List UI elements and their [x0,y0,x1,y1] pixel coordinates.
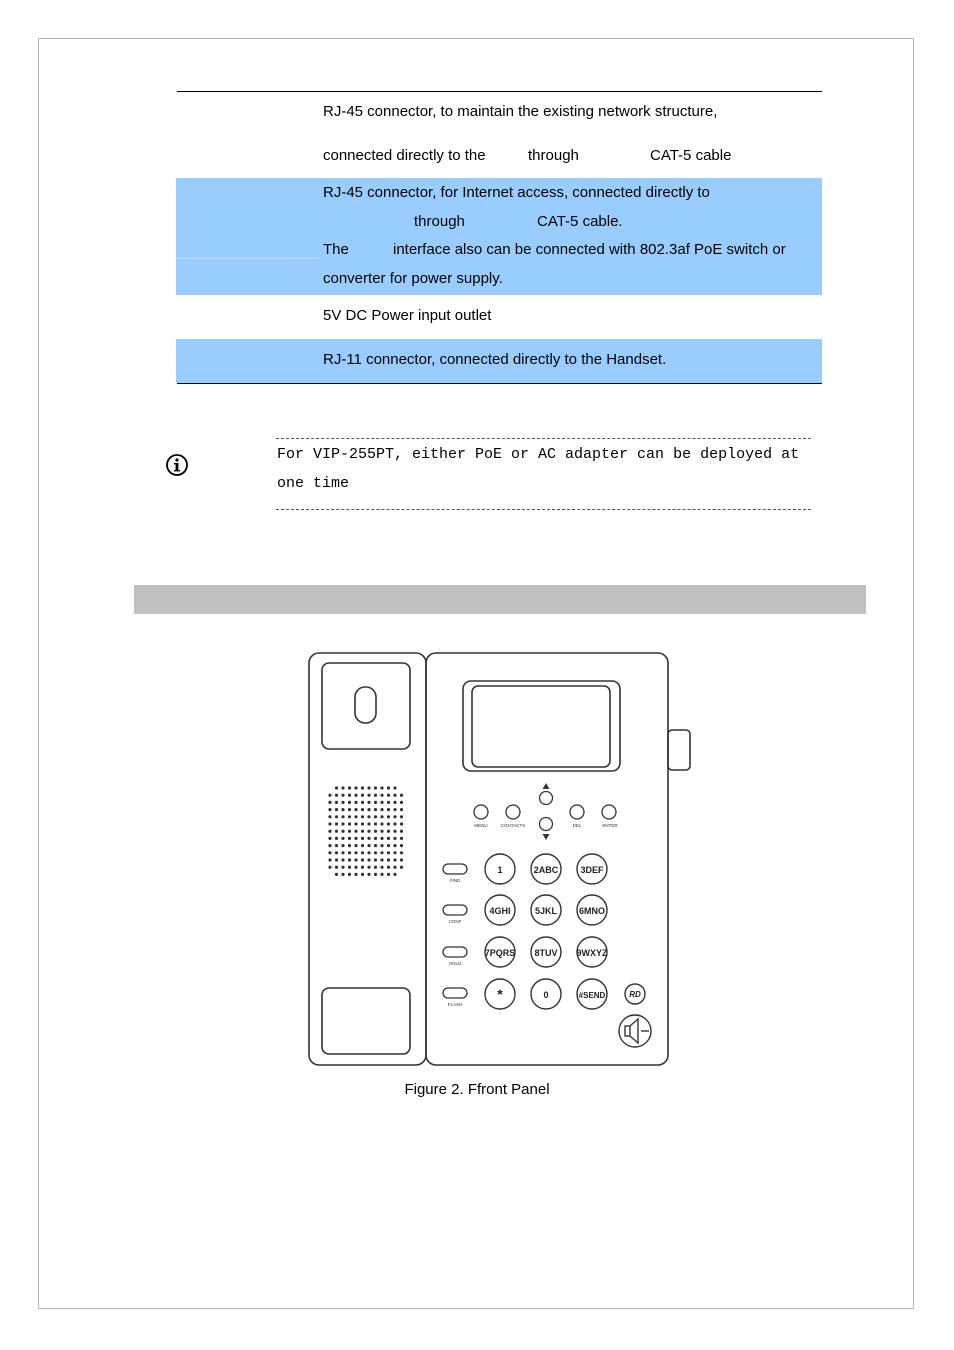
grill-dot [374,866,377,869]
hold-button [443,947,467,957]
up-arrow-icon [543,783,550,789]
grill-dot [328,815,331,818]
grill-dot [367,801,370,804]
side-label-conf: CONF [448,919,462,924]
key-3: 3DEF [580,865,604,875]
row2-line3b: interface also can be connected with 802.3af PoE switch or [393,241,786,258]
grill-dot [348,844,351,847]
grill-dot [367,786,370,789]
phone-front-panel-figure [300,645,700,1075]
grill-dot [335,815,338,818]
grill-dot [341,858,344,861]
grill-dot [367,858,370,861]
grill-dot [341,815,344,818]
grill-dot [374,851,377,854]
grill-dot [354,830,357,833]
grill-dot [380,808,383,811]
key-4: 4GHI [489,906,511,916]
grill-dot [354,858,357,861]
grill-dot [393,844,396,847]
grill-dot [354,815,357,818]
grill-dot [354,873,357,876]
key-0: 0 [543,990,549,1000]
grill-dot [367,851,370,854]
grill-dot [335,822,338,825]
grill-dot [367,844,370,847]
key-9: 9WXYZ [576,948,608,958]
nav-label-enter: ENTER [602,823,618,828]
grill-dot [380,786,383,789]
grill-dot [354,837,357,840]
grill-dot [341,851,344,854]
grill-dot [387,786,390,789]
contacts-button [506,805,520,819]
grill-dot [341,830,344,833]
table-bottom-rule [177,383,822,384]
grill-dot [380,822,383,825]
earpiece-slot [355,687,376,723]
grill-dot [354,844,357,847]
grill-dot [387,794,390,797]
grill-dot [341,873,344,876]
grill-dot [361,866,364,869]
grill-dot [374,822,377,825]
nav-label-del: DEL [572,823,582,828]
grill-dot [374,815,377,818]
grill-dot [361,786,364,789]
grill-dot [400,794,403,797]
side-label-hold: HOLD [448,961,462,966]
nav-label-menu: MENU [474,823,488,828]
grill-dot [374,844,377,847]
note-top-rule [276,438,811,439]
grill-dot [361,844,364,847]
grill-dot [328,851,331,854]
grill-dot [393,873,396,876]
enter-button [602,805,616,819]
grill-dot [328,808,331,811]
grill-dot [393,830,396,833]
menu-button [474,805,488,819]
info-icon [166,454,188,476]
grill-dot [380,794,383,797]
row1-line2c: CAT-5 cable [650,147,732,164]
display-outer [463,681,620,771]
grill-dot [387,858,390,861]
note-line1: For VIP-255PT, either PoE or AC adapter can be deployed at [277,446,800,463]
grill-dot [361,794,364,797]
grill-dot [374,808,377,811]
grill-dot [387,822,390,825]
grill-dot [341,866,344,869]
earpiece-panel [322,663,410,749]
grill-dot [374,786,377,789]
mouthpiece-panel [322,988,410,1054]
display-inner [472,686,610,767]
grill-dot [367,866,370,869]
grill-dot [367,822,370,825]
grill-dot [348,873,351,876]
grill-dot [335,801,338,804]
grill-dot [393,822,396,825]
grill-dot [354,866,357,869]
grill-dot [335,830,338,833]
grill-dot [335,837,338,840]
grill-dot [361,837,364,840]
grill-dot [348,851,351,854]
grill-dot [380,873,383,876]
grill-dot [348,822,351,825]
grill-dot [387,851,390,854]
grill-dot [348,794,351,797]
grill-dot [341,801,344,804]
find-button [443,864,467,874]
grill-dot [400,858,403,861]
key-6: 6MNO [578,906,606,916]
grill-dot [354,801,357,804]
grill-dot [380,858,383,861]
grill-dot [400,815,403,818]
grill-dot [400,801,403,804]
grill-dot [335,858,338,861]
grill-dot [400,844,403,847]
grill-dot [387,815,390,818]
grill-dot [341,837,344,840]
grill-dot [328,830,331,833]
note-bottom-rule [276,509,811,510]
key-2: 2ABC [533,865,559,875]
grill-dot [361,830,364,833]
grill-dot [387,837,390,840]
grill-dot [348,866,351,869]
grill-dot [348,801,351,804]
row2-line2a: through [414,213,465,230]
grill-dot [341,844,344,847]
grill-dot [367,837,370,840]
grill-dot [335,794,338,797]
grill-dot [393,858,396,861]
grill-dot [361,815,364,818]
speaker-icon [625,1019,649,1043]
row2-line1: RJ-45 connector, for Internet access, connected directly to [323,184,710,201]
table-top-rule [177,91,822,92]
grill-dot [380,866,383,869]
grill-dot [348,858,351,861]
grill-dot [335,873,338,876]
grill-dot [361,858,364,861]
grill-dot [328,837,331,840]
grill-dot [335,844,338,847]
grill-dot [341,786,344,789]
grill-dot [374,873,377,876]
grill-dot [400,866,403,869]
grill-dot [387,873,390,876]
key-star: * [497,986,503,1002]
grill-dot [354,851,357,854]
up-button [540,792,553,805]
row1-line1: RJ-45 connector, to maintain the existing network structure, [323,103,718,120]
grill-dot [393,851,396,854]
side-jack [668,730,690,770]
grill-dot [328,822,331,825]
rd-label: RD [629,990,641,999]
grill-dot [400,808,403,811]
side-label-find: FIND [449,878,461,883]
row1-line2a: connected directly to the [323,147,486,164]
grill-dot [348,815,351,818]
conf-button [443,905,467,915]
grill-dot [341,794,344,797]
key-8: 8TUV [534,948,558,958]
grill-dot [393,794,396,797]
grill-dot [367,794,370,797]
grill-dot [367,830,370,833]
section-heading-bar [134,585,866,614]
grill-dot [387,844,390,847]
key-hash: #SEND [578,991,606,1000]
row2-inner-rule [176,258,318,259]
grill-dot [380,801,383,804]
grill-dot [328,801,331,804]
speaker-grill [328,786,403,876]
del-button [570,805,584,819]
row2-line4: converter for power supply. [323,270,503,287]
row2-line3a: The [323,241,349,258]
grill-dot [367,808,370,811]
grill-dot [328,866,331,869]
grill-dot [354,794,357,797]
grill-dot [393,786,396,789]
row2-line2b: CAT-5 cable. [537,213,623,230]
down-button [540,818,553,831]
grill-dot [361,851,364,854]
grill-dot [335,786,338,789]
key-7: 7PQRS [484,948,516,958]
grill-dot [400,822,403,825]
grill-dot [348,837,351,840]
grill-dot [374,830,377,833]
note-line2: one time [277,475,350,492]
row4-line1: RJ-11 connector, connected directly to the Handset. [323,351,667,368]
grill-dot [387,830,390,833]
grill-dot [380,815,383,818]
key-5: 5JKL [534,906,558,916]
flash-button [443,988,467,998]
grill-dot [393,866,396,869]
grill-dot [354,786,357,789]
grill-dot [367,873,370,876]
grill-dot [380,830,383,833]
side-label-flash: FLASH [447,1002,463,1007]
grill-dot [335,866,338,869]
figure-caption: Figure 2. Ffront Panel [404,1081,550,1098]
grill-dot [374,794,377,797]
grill-dot [400,837,403,840]
grill-dot [335,808,338,811]
row1-line2b: through [528,147,579,164]
grill-dot [328,858,331,861]
grill-dot [367,815,370,818]
grill-dot [387,808,390,811]
down-arrow-icon [543,834,550,840]
row3-line1: 5V DC Power input outlet [323,307,492,324]
grill-dot [354,808,357,811]
nav-label-contacts: CONTACTS [500,823,526,828]
grill-dot [400,851,403,854]
grill-dot [400,830,403,833]
handset-outline [309,653,426,1065]
grill-dot [328,844,331,847]
grill-dot [348,786,351,789]
grill-dot [380,837,383,840]
grill-dot [328,794,331,797]
grill-dot [374,837,377,840]
grill-dot [387,866,390,869]
grill-dot [361,873,364,876]
key-1: 1 [497,865,503,875]
grill-dot [387,801,390,804]
grill-dot [380,851,383,854]
grill-dot [354,822,357,825]
grill-dot [361,801,364,804]
grill-dot [374,858,377,861]
grill-dot [335,851,338,854]
grill-dot [374,801,377,804]
grill-dot [361,822,364,825]
grill-dot [341,822,344,825]
grill-dot [361,808,364,811]
grill-dot [380,844,383,847]
grill-dot [348,808,351,811]
grill-dot [341,808,344,811]
grill-dot [348,830,351,833]
grill-dot [393,837,396,840]
grill-dot [393,808,396,811]
grill-dot [393,801,396,804]
grill-dot [393,815,396,818]
